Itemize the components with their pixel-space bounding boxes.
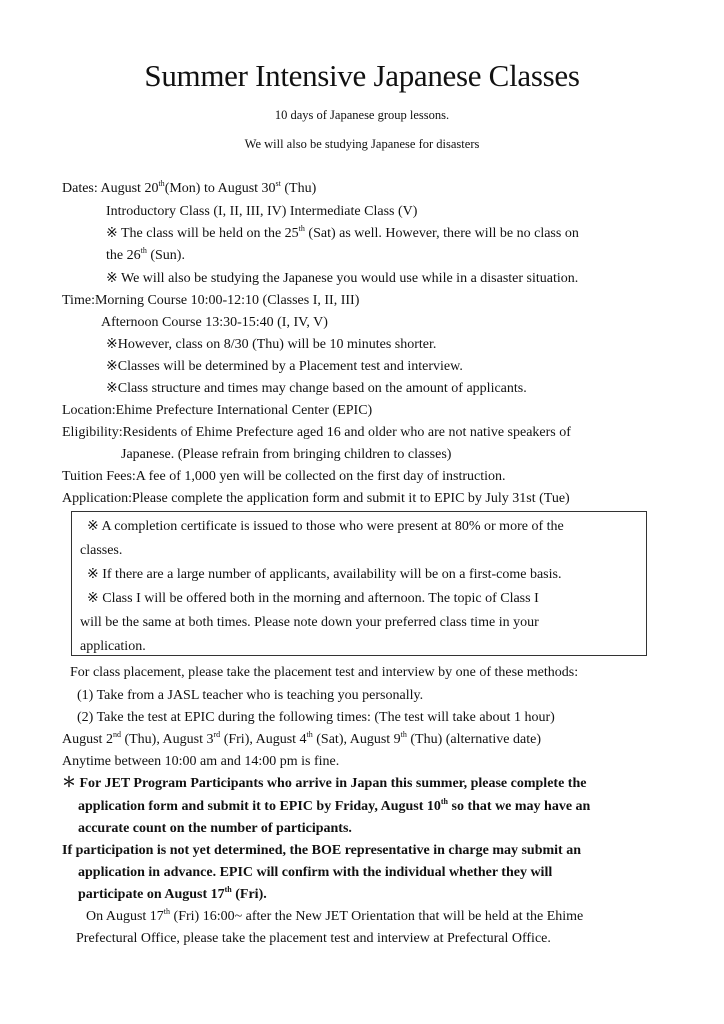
dates-note-26th: the 26th (Sun). [106,246,185,263]
box-note-classes: classes. [80,543,123,558]
dates-classes: Introductory Class (I, II, III, IV) Intermediate Class (V) [106,204,418,219]
time-note-placement: ※Classes will be determined by a Placement test and interview. [106,359,463,374]
time-label: Time [62,293,92,308]
box-note-first-come: ※ If there are a large number of applicants, availability will be on a first-come basis. [87,567,562,582]
subtitle-disasters: We will also be studying Japanese for disasters [244,137,480,151]
eligibility-label: Eligibility [62,425,119,440]
box-note-certificate: ※ A completion certificate is issued to those who were present at 80% or more of the [87,519,564,534]
fees-label: Tuition Fees [62,469,132,484]
box-note-class-one: ※ Class I will be offered both in the morning and afternoon. The topic of Class I [87,591,539,606]
eligibility-line: Eligibility:Residents of Ehime Prefecture aged 16 and older who are not native speakers of [62,425,571,440]
jet-notice-line-3: accurate count on the number of participants. [78,821,352,836]
placement-anytime: Anytime between 10:00 am and 14:00 pm is fine. [62,754,340,769]
placement-method-1: (1) Take from a JASL teacher who is teaching you personally. [77,688,424,703]
box-note-application: application. [80,639,146,654]
dates-note-25th: ※ The class will be held on the 25th (Sat) as well. However, there will be no class on [106,224,579,241]
time-note-shorter: ※However, class on 8/30 (Thu) will be 10 minutes shorter. [106,337,437,352]
asterisk-icon: ＊ [62,776,76,791]
time-note-structure: ※Class structure and times may change based on the amount of applicants. [106,381,527,396]
boe-notice-line-1: If participation is not yet determined, the BOE representative in charge may submit an [62,843,582,858]
eligibility-line-2: Japanese. (Please refrain from bringing children to classes) [121,447,452,462]
time-line: Time:Morning Course 10:00-12:10 (Classes I, II, III) [62,293,360,308]
dates-label: Dates: [62,181,101,196]
placement-method-2: (2) Take the test at EPIC during the following times: (The test will take about 1 hour) [77,710,555,725]
time-afternoon: Afternoon Course 13:30-15:40 (I, IV, V) [101,315,328,330]
placement-intro: For class placement, please take the placement test and interview by one of these methods: [70,665,579,680]
application-label: Application [62,491,129,506]
subtitle-lessons: 10 days of Japanese group lessons. [274,108,450,122]
application-line: Application:Please complete the application form and submit it to EPIC by July 31st (Tue) [62,491,570,506]
orientation-line-2: Prefectural Office, please take the placement test and interview at Prefectural Office. [76,931,551,946]
dates-note-disaster: ※ We will also be studying the Japanese you would use while in a disaster situation. [106,271,579,286]
boe-notice-line-3: participate on August 17th (Fri). [78,885,267,902]
jet-notice-line-1: ＊ For JET Program Participants who arrive in Japan this summer, please complete the [62,776,587,791]
boe-notice-line-2: application in advance. EPIC will confirm with the individual whether they will [78,865,553,880]
placement-dates: August 2nd (Thu), August 3rd (Fri), August 4th (Sat), August 9th (Thu) (alternative date) [62,730,541,747]
location-label: Location [62,403,112,418]
location-line: Location:Ehime Prefecture International Center (EPIC) [62,403,373,418]
fees-line: Tuition Fees:A fee of 1,000 yen will be collected on the first day of instruction. [62,469,506,484]
page-title: Summer Intensive Japanese Classes [144,58,580,93]
orientation-line-1: On August 17th (Fri) 16:00~ after the New JET Orientation that will be held at the Ehime [86,907,584,924]
dates-line: Dates: August 20th(Mon) to August 30st (Thu) [62,179,317,196]
jet-notice-line-2: application form and submit it to EPIC by Friday, August 10th so that we may have an [78,797,591,814]
box-note-same-topic: will be the same at both times. Please note down your preferred class time in your [80,615,539,630]
